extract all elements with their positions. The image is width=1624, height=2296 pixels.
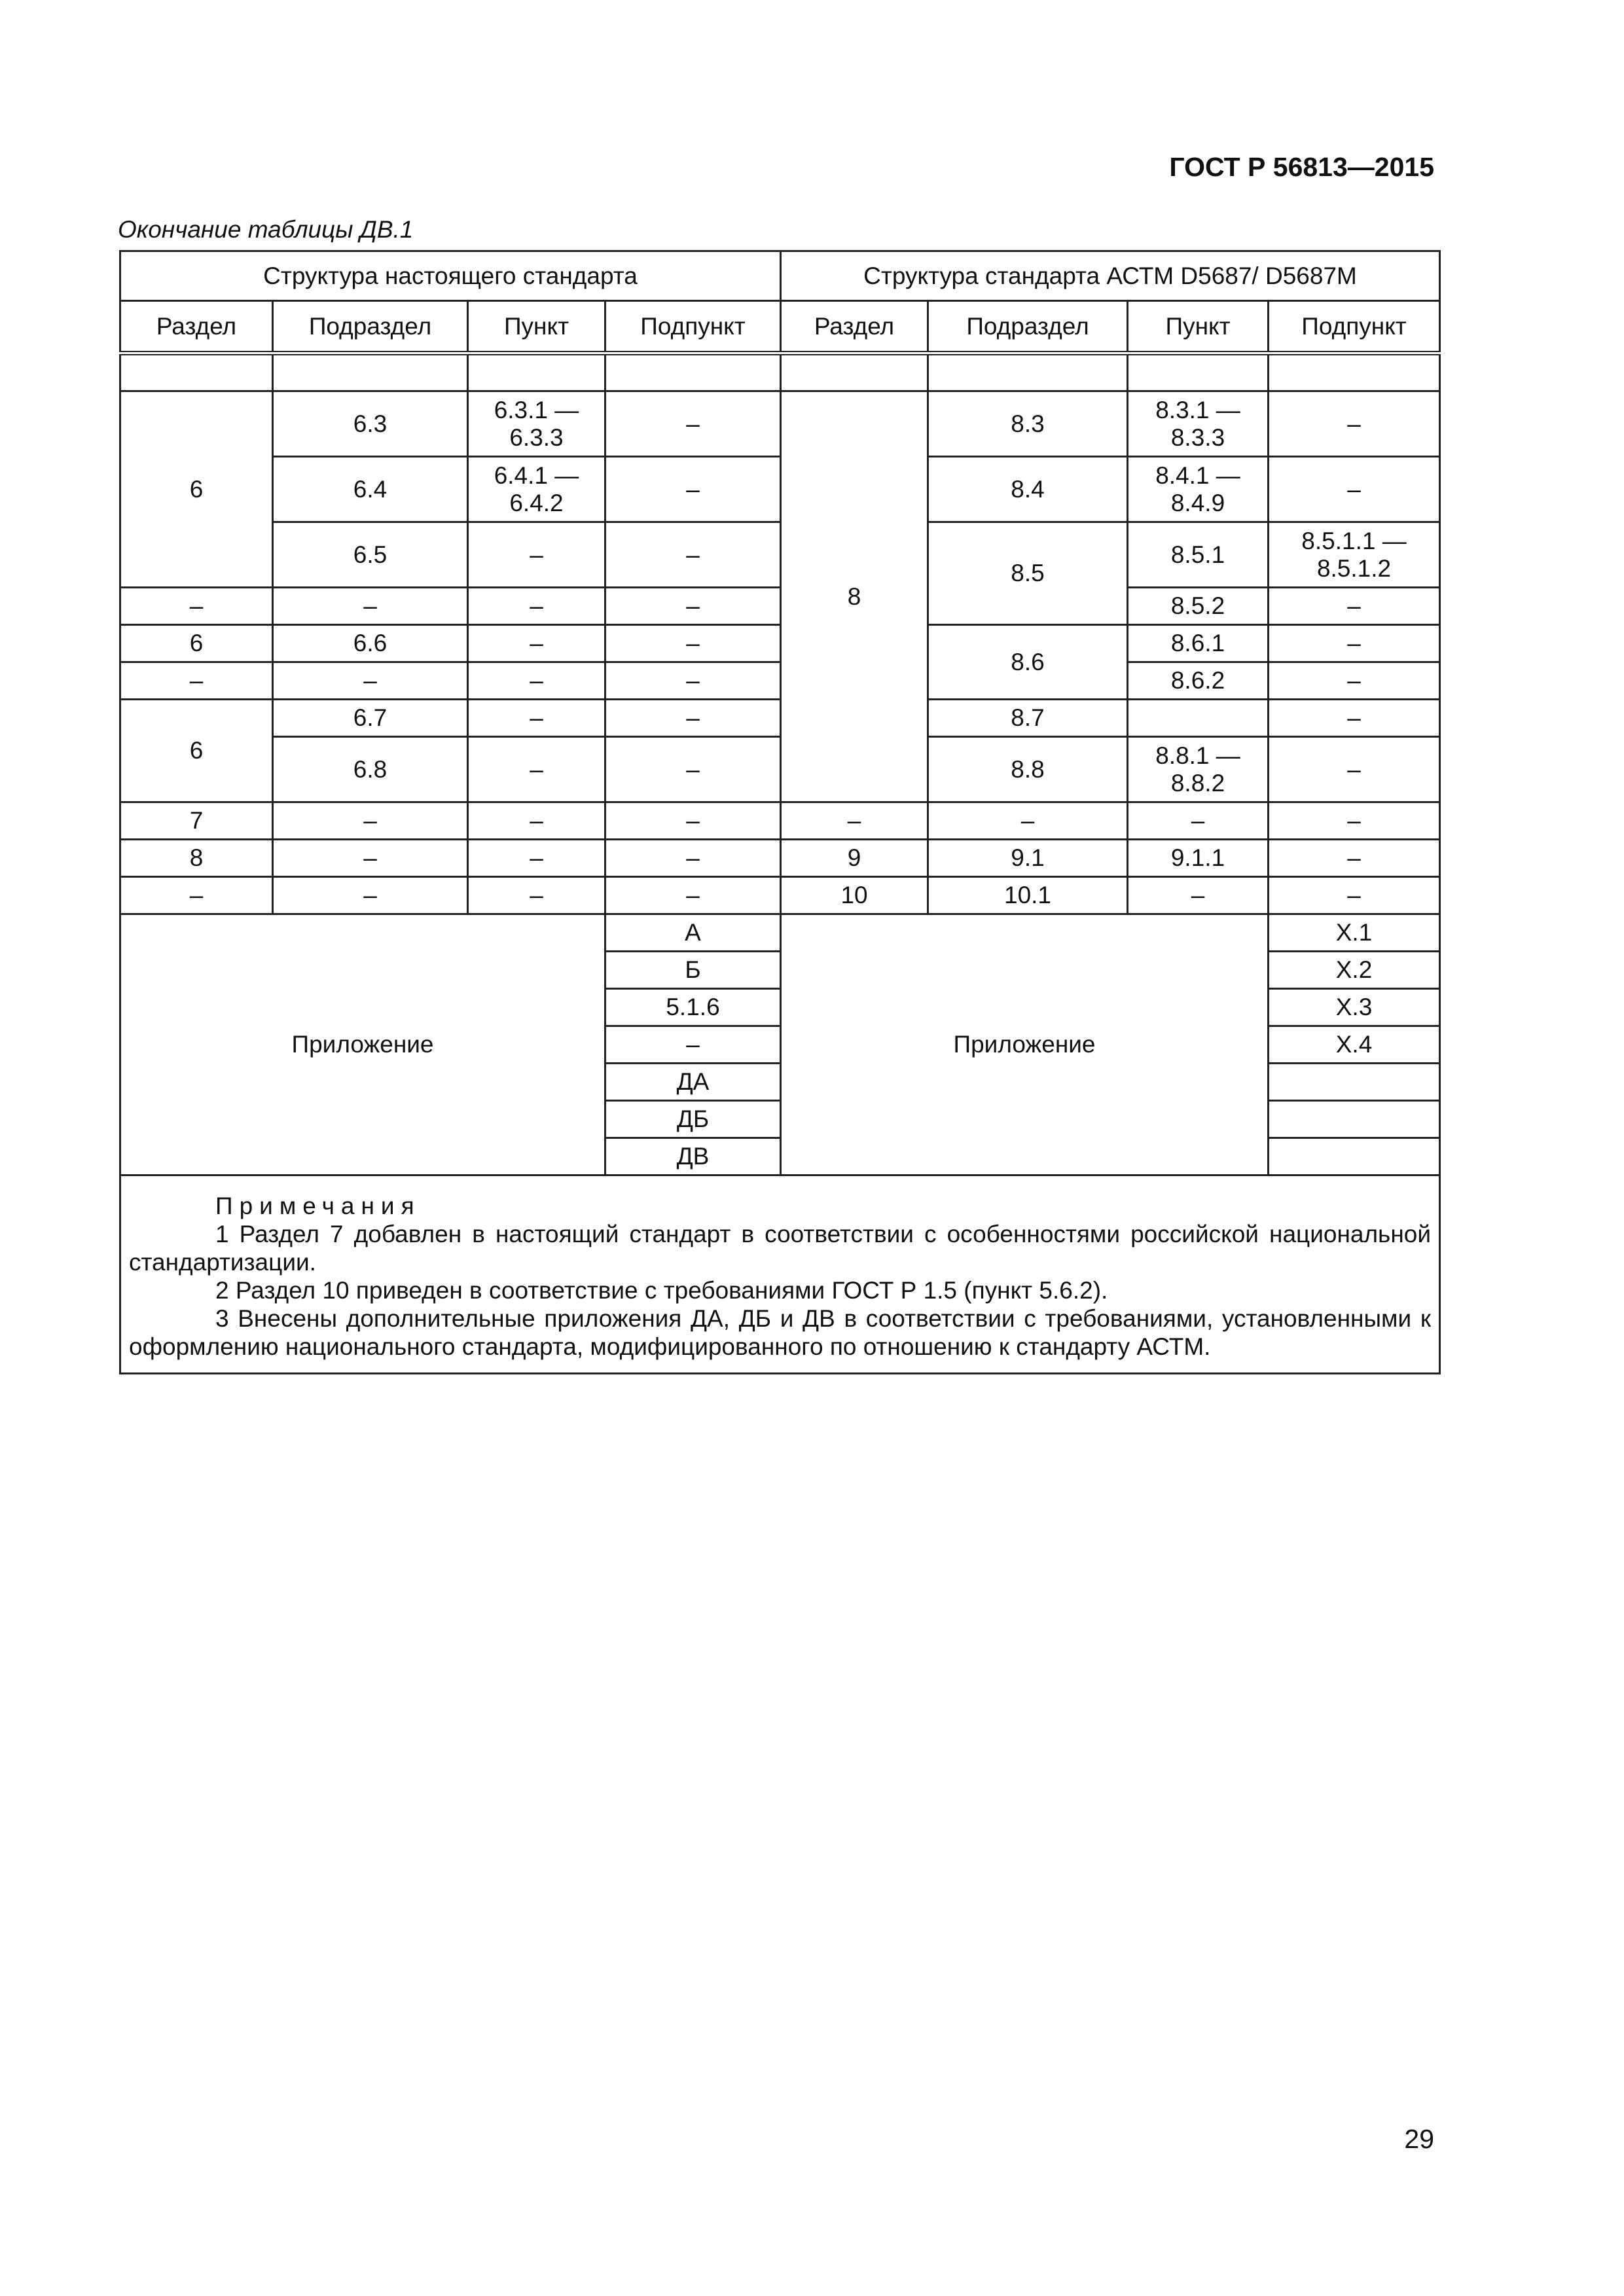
table-row [120,700,1440,737]
table-cell: 8.3 [928,391,1128,457]
appendix-value-right: Х.1 [1269,914,1440,952]
appendix-value-right: Х.4 [1269,1026,1440,1064]
table-cell [781,353,928,391]
table-cell: – [468,737,605,802]
table-cell: – [468,588,605,625]
table-cell: 8.6 [928,625,1128,700]
note-item: 1 Раздел 7 добавлен в настоящий стандарт в соответствии с особенностями российской национальной стандартизации. [129,1221,1432,1276]
table-cell: 8.5 [928,522,1128,625]
table-cell: 6.6 [273,625,468,662]
table-cell: – [928,802,1128,840]
table-cell: – [273,802,468,840]
table-cell: 9 [781,840,928,877]
table-row [120,522,1440,588]
table-cell: 8.5.2 [1128,588,1269,625]
table-cell: – [1269,840,1440,877]
note-item: 2 Раздел 10 приведен в соответствие с требованиями ГОСТ Р 1.5 (пункт 5.6.2). [215,1277,1108,1304]
table-cell: – [273,840,468,877]
table-cell: 6 [120,391,273,588]
table-cell: – [781,802,928,840]
table-row-blank [120,353,1440,391]
column-header: Подпункт [1269,301,1440,353]
table-cell: – [605,588,781,625]
table-cell: 8.5.1 [1128,522,1269,588]
table-row [120,802,1440,840]
table-caption: Окончание таблицы ДВ.1 [118,216,414,243]
column-header: Пункт [1128,301,1269,353]
table-cell: – [468,625,605,662]
appendix-label-right: Приложение [781,914,1269,1175]
table-cell: – [1269,877,1440,914]
table-cell: – [468,840,605,877]
table-row [120,588,1440,625]
table-cell: 6.4.1 — 6.4.2 [468,457,605,522]
table-cell: 6.5 [273,522,468,588]
table-cell: – [1269,625,1440,662]
table-cell: 6.3.1 — 6.3.3 [468,391,605,457]
table-cell: – [605,522,781,588]
table-cell [1269,353,1440,391]
appendix-value-right: Х.2 [1269,952,1440,989]
column-header: Подраздел [928,301,1128,353]
notes-cell [120,1175,1440,1374]
table-cell: – [120,588,273,625]
table-cell: 8.4 [928,457,1128,522]
appendix-row [120,914,1440,952]
table-cell: – [468,877,605,914]
table-cell: 10.1 [928,877,1128,914]
table-cell: 8.8.1 — 8.8.2 [1128,737,1269,802]
table-row [120,840,1440,877]
table-cell: – [605,737,781,802]
table-cell: 8.7 [928,700,1128,737]
table-cell [928,353,1128,391]
table-cell [1128,700,1269,737]
column-header-row [120,301,1440,353]
table-cell: 6.8 [273,737,468,802]
table-row [120,662,1440,700]
appendix-value-left: – [605,1026,781,1064]
column-header: Пункт [468,301,605,353]
table-cell: 9.1 [928,840,1128,877]
table-cell: – [468,700,605,737]
table-cell: 8.6.1 [1128,625,1269,662]
table-cell: – [120,877,273,914]
column-header: Раздел [781,301,928,353]
note-item: 3 Внесены дополнительные приложения ДА, ДБ и ДВ в соответствии с требованиями, установленными к оформлению национального стандарта, модифицированного по отношению к стандарту АСТМ. [129,1305,1432,1360]
table-cell: 10 [781,877,928,914]
table-row [120,457,1440,522]
table-cell: 6 [120,700,273,802]
table-cell: – [1269,737,1440,802]
table-cell: 6.3 [273,391,468,457]
table-cell: – [1269,457,1440,522]
table-row [120,391,1440,457]
appendix-value-right [1269,1101,1440,1138]
table-row [120,877,1440,914]
table-cell: – [1269,802,1440,840]
correspondence-table [119,250,1441,1374]
appendix-value-left: 5.1.6 [605,989,781,1026]
table-cell: – [468,522,605,588]
column-header: Раздел [120,301,273,353]
appendix-label-left: Приложение [120,914,605,1175]
table-cell: 8 [120,840,273,877]
standard-designation: ГОСТ Р 56813—2015 [1169,152,1434,182]
notes-row [120,1175,1440,1374]
table-cell: 8.8 [928,737,1128,802]
table-cell: 8.4.1 — 8.4.9 [1128,457,1269,522]
appendix-value-left: ДА [605,1064,781,1101]
table-cell: – [605,391,781,457]
table-cell [273,353,468,391]
table-cell: – [605,877,781,914]
table-cell: 7 [120,802,273,840]
table-cell: – [605,457,781,522]
table-cell [120,353,273,391]
appendix-value-right [1269,1064,1440,1101]
table-cell: – [273,877,468,914]
table-cell: 8.5.1.1 — 8.5.1.2 [1269,522,1440,588]
table-cell: 6.7 [273,700,468,737]
group-header-left: Структура настоящего стандарта [120,251,781,301]
appendix-value-left: Б [605,952,781,989]
table-cell [1128,353,1269,391]
table-cell: 8.3.1 — 8.3.3 [1128,391,1269,457]
table-cell: – [1269,391,1440,457]
table-cell [605,353,781,391]
group-header-row [120,251,1440,301]
table-cell: 6 [120,625,273,662]
table-cell: 8.6.2 [1128,662,1269,700]
table-cell: – [605,625,781,662]
table-cell: – [1128,802,1269,840]
appendix-value-right [1269,1138,1440,1175]
appendix-value-left: ДВ [605,1138,781,1175]
table-cell: 9.1.1 [1128,840,1269,877]
column-header: Подраздел [273,301,468,353]
table-cell: 6.4 [273,457,468,522]
table-row [120,737,1440,802]
table-row [120,625,1440,662]
table-cell: – [1269,700,1440,737]
table-cell: – [1269,588,1440,625]
appendix-value-left: А [605,914,781,952]
table-cell: – [605,700,781,737]
notes-heading: Примечания [215,1193,421,1219]
table-cell [468,353,605,391]
table-cell: – [605,802,781,840]
page-number: 29 [1404,2124,1434,2154]
appendix-value-right: Х.3 [1269,989,1440,1026]
appendix-value-left: ДБ [605,1101,781,1138]
table-cell: – [273,588,468,625]
group-header-right: Структура стандарта АСТМ D5687/ D5687M [781,251,1440,301]
table-cell: – [605,840,781,877]
table-cell: – [468,662,605,700]
column-header: Подпункт [605,301,781,353]
table-cell: – [1269,662,1440,700]
table-cell: – [605,662,781,700]
table-cell: 8 [781,391,928,802]
table-cell: – [120,662,273,700]
table-cell: – [468,802,605,840]
table-cell: – [1128,877,1269,914]
table-cell: – [273,662,468,700]
